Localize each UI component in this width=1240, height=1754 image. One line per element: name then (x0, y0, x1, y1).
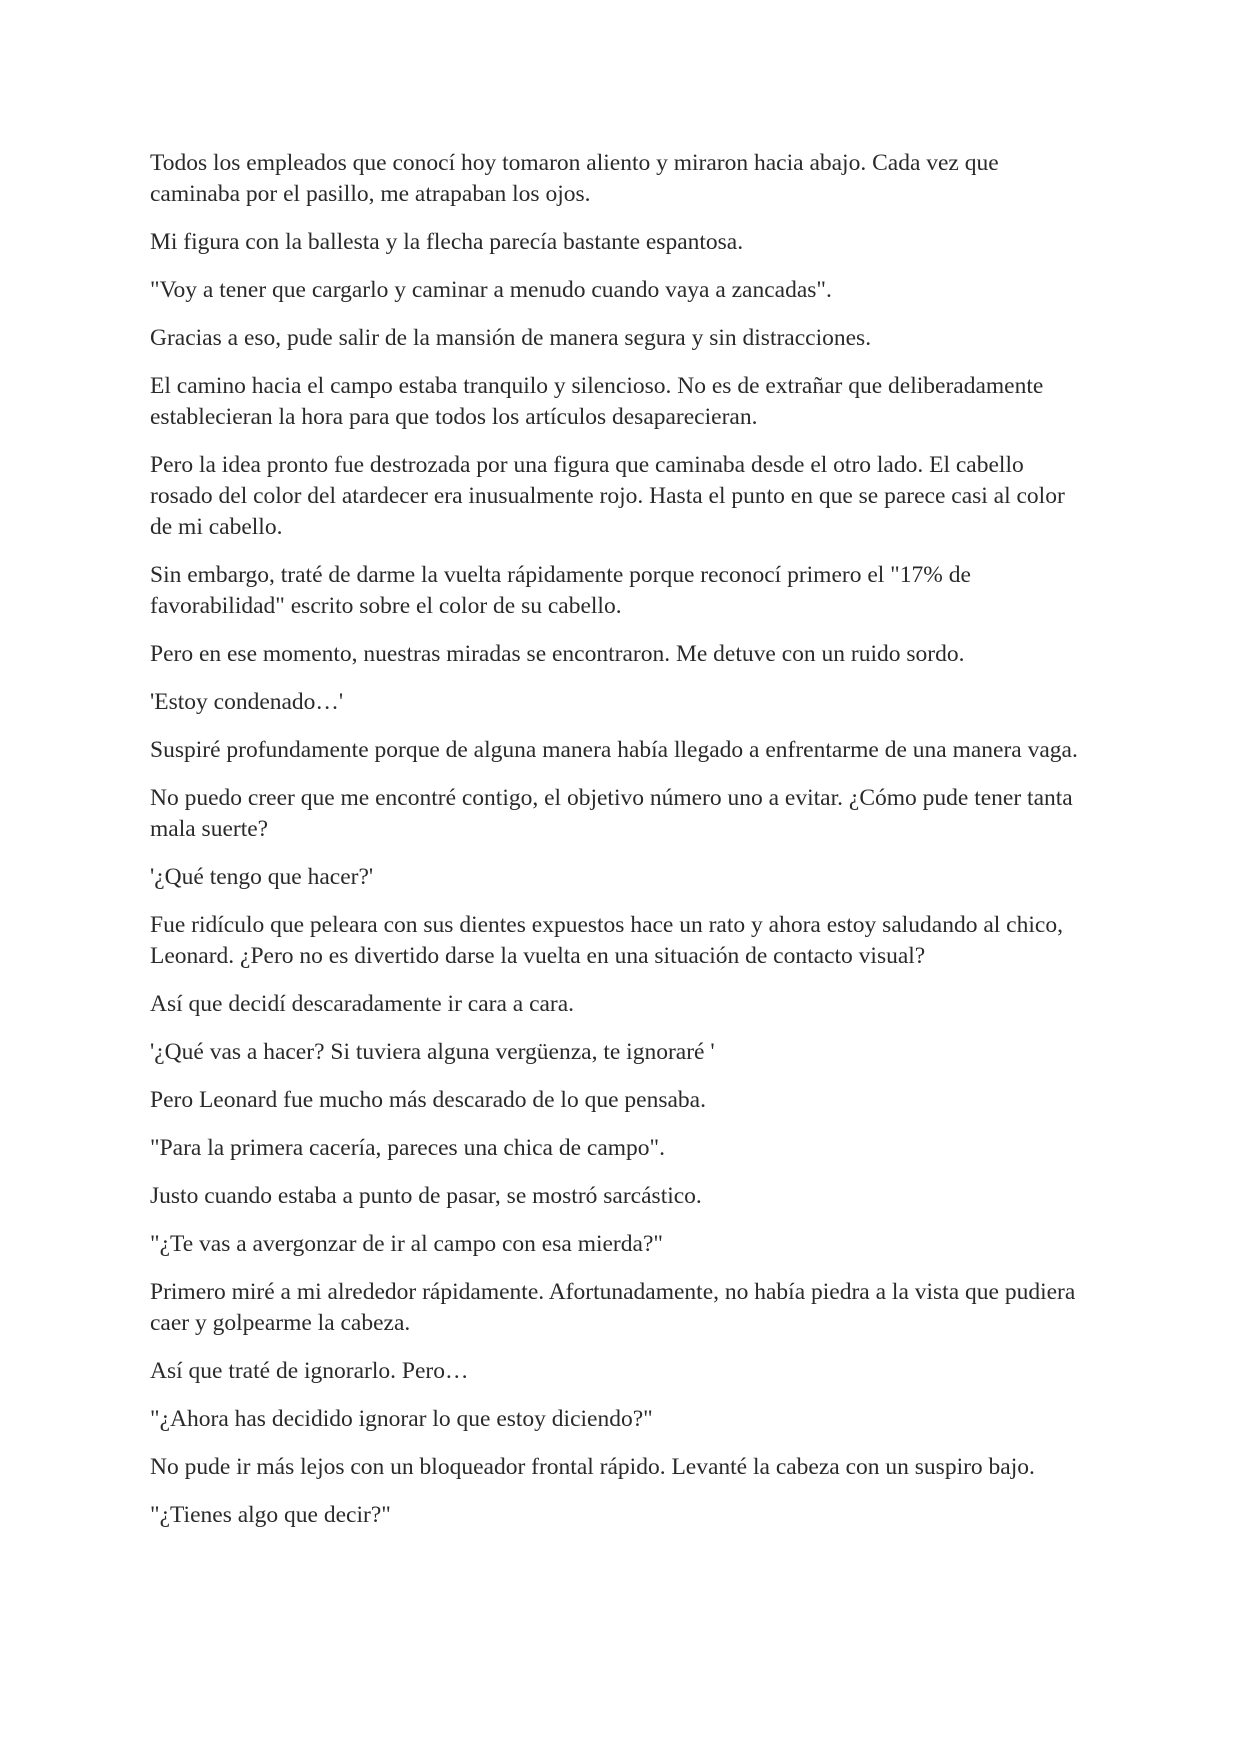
paragraph: No pude ir más lejos con un bloqueador frontal rápido. Levanté la cabeza con un suspiro bajo. (150, 1454, 1035, 1480)
paragraph: Mi figura con la ballesta y la flecha parecía bastante espantosa. (150, 229, 744, 255)
paragraph: '¿Qué tengo que hacer?' (150, 864, 374, 890)
paragraph: No puedo creer que me encontré contigo, el objetivo número uno a evitar. ¿Cómo pude tener tanta mala suerte? (150, 785, 1073, 842)
document-page (150, 148, 1090, 1548)
paragraph: Pero Leonard fue mucho más descarado de lo que pensaba. (150, 1087, 706, 1113)
paragraph: "¿Te vas a avergonzar de ir al campo con esa mierda?" (150, 1231, 663, 1257)
paragraph: "Voy a tener que cargarlo y caminar a menudo cuando vaya a zancadas". (150, 277, 832, 303)
paragraph: "¿Tienes algo que decir?" (150, 1502, 391, 1528)
paragraph: Así que decidí descaradamente ir cara a cara. (150, 991, 575, 1017)
paragraph: "¿Ahora has decidido ignorar lo que estoy diciendo?" (150, 1406, 653, 1432)
paragraph: Pero en ese momento, nuestras miradas se encontraron. Me detuve con un ruido sordo. (150, 641, 965, 667)
paragraph: Gracias a eso, pude salir de la mansión de manera segura y sin distracciones. (150, 325, 872, 351)
paragraph: Pero la idea pronto fue destrozada por una figura que caminaba desde el otro lado. El cabello rosado del color del atardecer era inusualmente rojo. Hasta el punto en que se parece casi al color de mi cabello. (150, 452, 1065, 540)
paragraph: Así que traté de ignorarlo. Pero… (150, 1358, 469, 1384)
paragraph: '¿Qué vas a hacer? Si tuviera alguna vergüenza, te ignoraré ' (150, 1039, 715, 1065)
paragraph: Fue ridículo que peleara con sus dientes expuestos hace un rato y ahora estoy saludando al chico, Leonard. ¿Pero no es divertido darse la vuelta en una situación de contacto visual? (150, 912, 1063, 969)
paragraph: El camino hacia el campo estaba tranquilo y silencioso. No es de extrañar que deliberadamente establecieran la hora para que todos los artículos desaparecieran. (150, 373, 1044, 430)
paragraph: Primero miré a mi alrededor rápidamente. Afortunadamente, no había piedra a la vista que pudiera caer y golpearme la cabeza. (150, 1279, 1076, 1336)
paragraph: Suspiré profundamente porque de alguna manera había llegado a enfrentarme de una manera vaga. (150, 737, 1078, 763)
paragraph: Sin embargo, traté de darme la vuelta rápidamente porque reconocí primero el "17% de favorabilidad" escrito sobre el color de su cabello. (150, 562, 971, 619)
paragraph: "Para la primera cacería, pareces una chica de campo". (150, 1135, 665, 1161)
paragraph: 'Estoy condenado…' (150, 689, 344, 715)
paragraph: Todos los empleados que conocí hoy tomaron aliento y miraron hacia abajo. Cada vez que caminaba por el pasillo, me atrapaban los ojos. (150, 150, 999, 207)
paragraph: Justo cuando estaba a punto de pasar, se mostró sarcástico. (150, 1183, 702, 1209)
